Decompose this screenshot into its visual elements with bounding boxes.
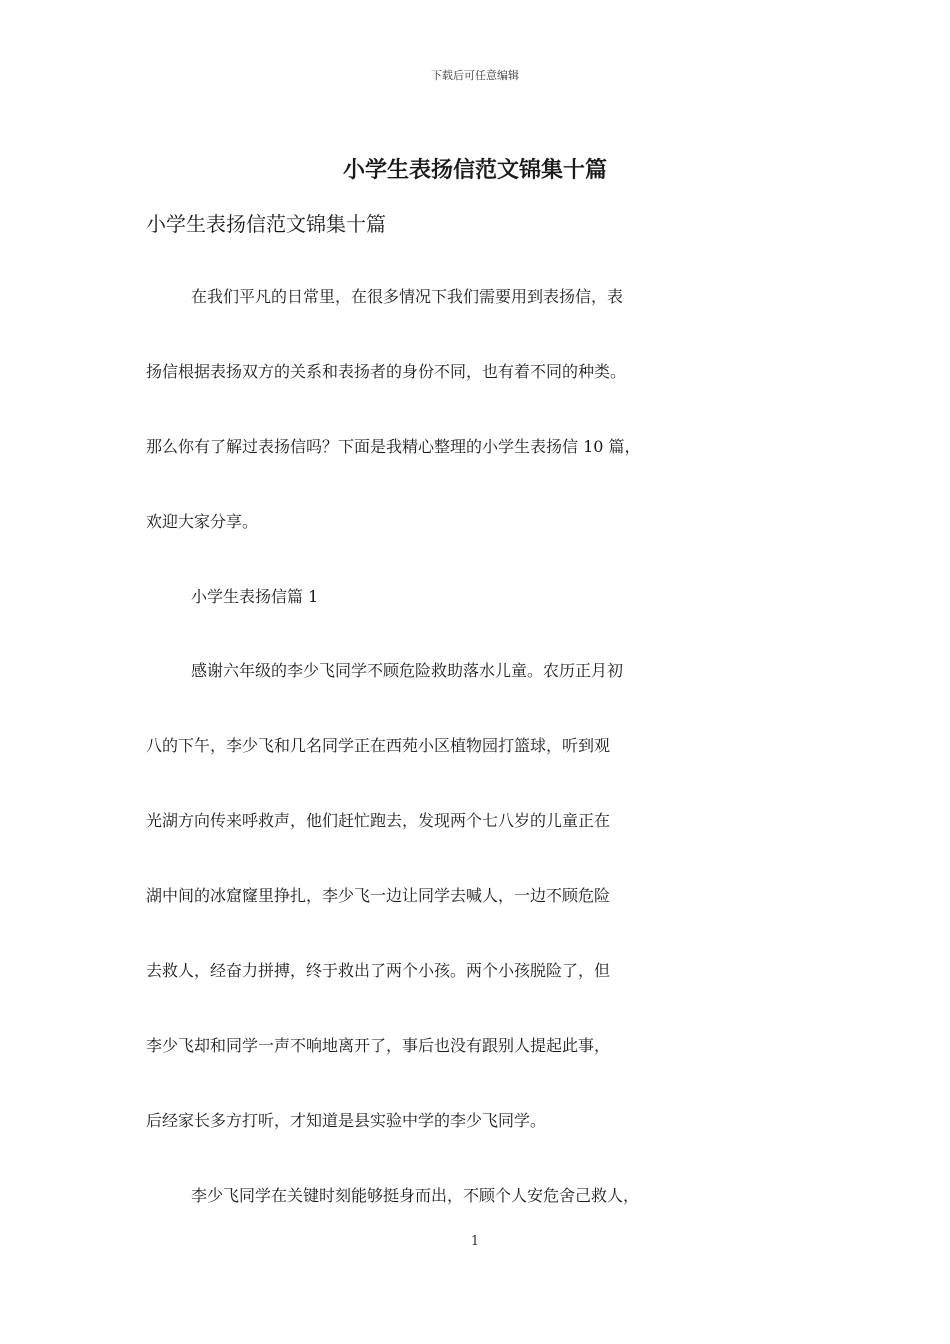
- text-line: 光湖方向传来呼救声，他们赶忙跑去，发现两个七八岁的儿童正在: [146, 811, 611, 830]
- text-line: 后经家长多方打听，才知道是县实验中学的李少飞同学。: [146, 1111, 547, 1130]
- text-line: 小学生表扬信篇 1: [191, 587, 319, 606]
- text-line: 在我们平凡的日常里，在很多情况下我们需要用到表扬信，表: [191, 287, 624, 306]
- document-subtitle: 小学生表扬信范文锦集十篇: [146, 212, 386, 236]
- text-line: 扬信根据表扬双方的关系和表扬者的身份不同，也有着不同的种类。: [146, 362, 627, 381]
- text-line: 李少飞同学在关键时刻能够挺身而出，不顾个人安危舍己救人，: [191, 1186, 640, 1205]
- text-line: 八的下午，李少飞和几名同学正在西苑小区植物园打篮球，听到观: [146, 736, 611, 755]
- document-title: 小学生表扬信范文锦集十篇: [342, 157, 607, 183]
- text-line: 感谢六年级的李少飞同学不顾危险救助落水儿童。农历正月初: [191, 661, 624, 680]
- text-line: 李少飞却和同学一声不响地离开了，事后也没有跟别人提起此事，: [146, 1036, 611, 1055]
- text-line: 欢迎大家分享。: [146, 512, 259, 531]
- text-line: 那么你有了解过表扬信吗？下面是我精心整理的小学生表扬信 10 篇，: [146, 437, 641, 456]
- text-line: 湖中间的冰窟窿里挣扎，李少飞一边让同学去喊人，一边不顾危险: [146, 886, 611, 905]
- page-number: 1: [470, 1234, 480, 1249]
- header-note: 下载后可任意编辑: [431, 69, 519, 82]
- text-line: 去救人，经奋力拼搏，终于救出了两个小孩。两个小孩脱险了，但: [146, 961, 611, 980]
